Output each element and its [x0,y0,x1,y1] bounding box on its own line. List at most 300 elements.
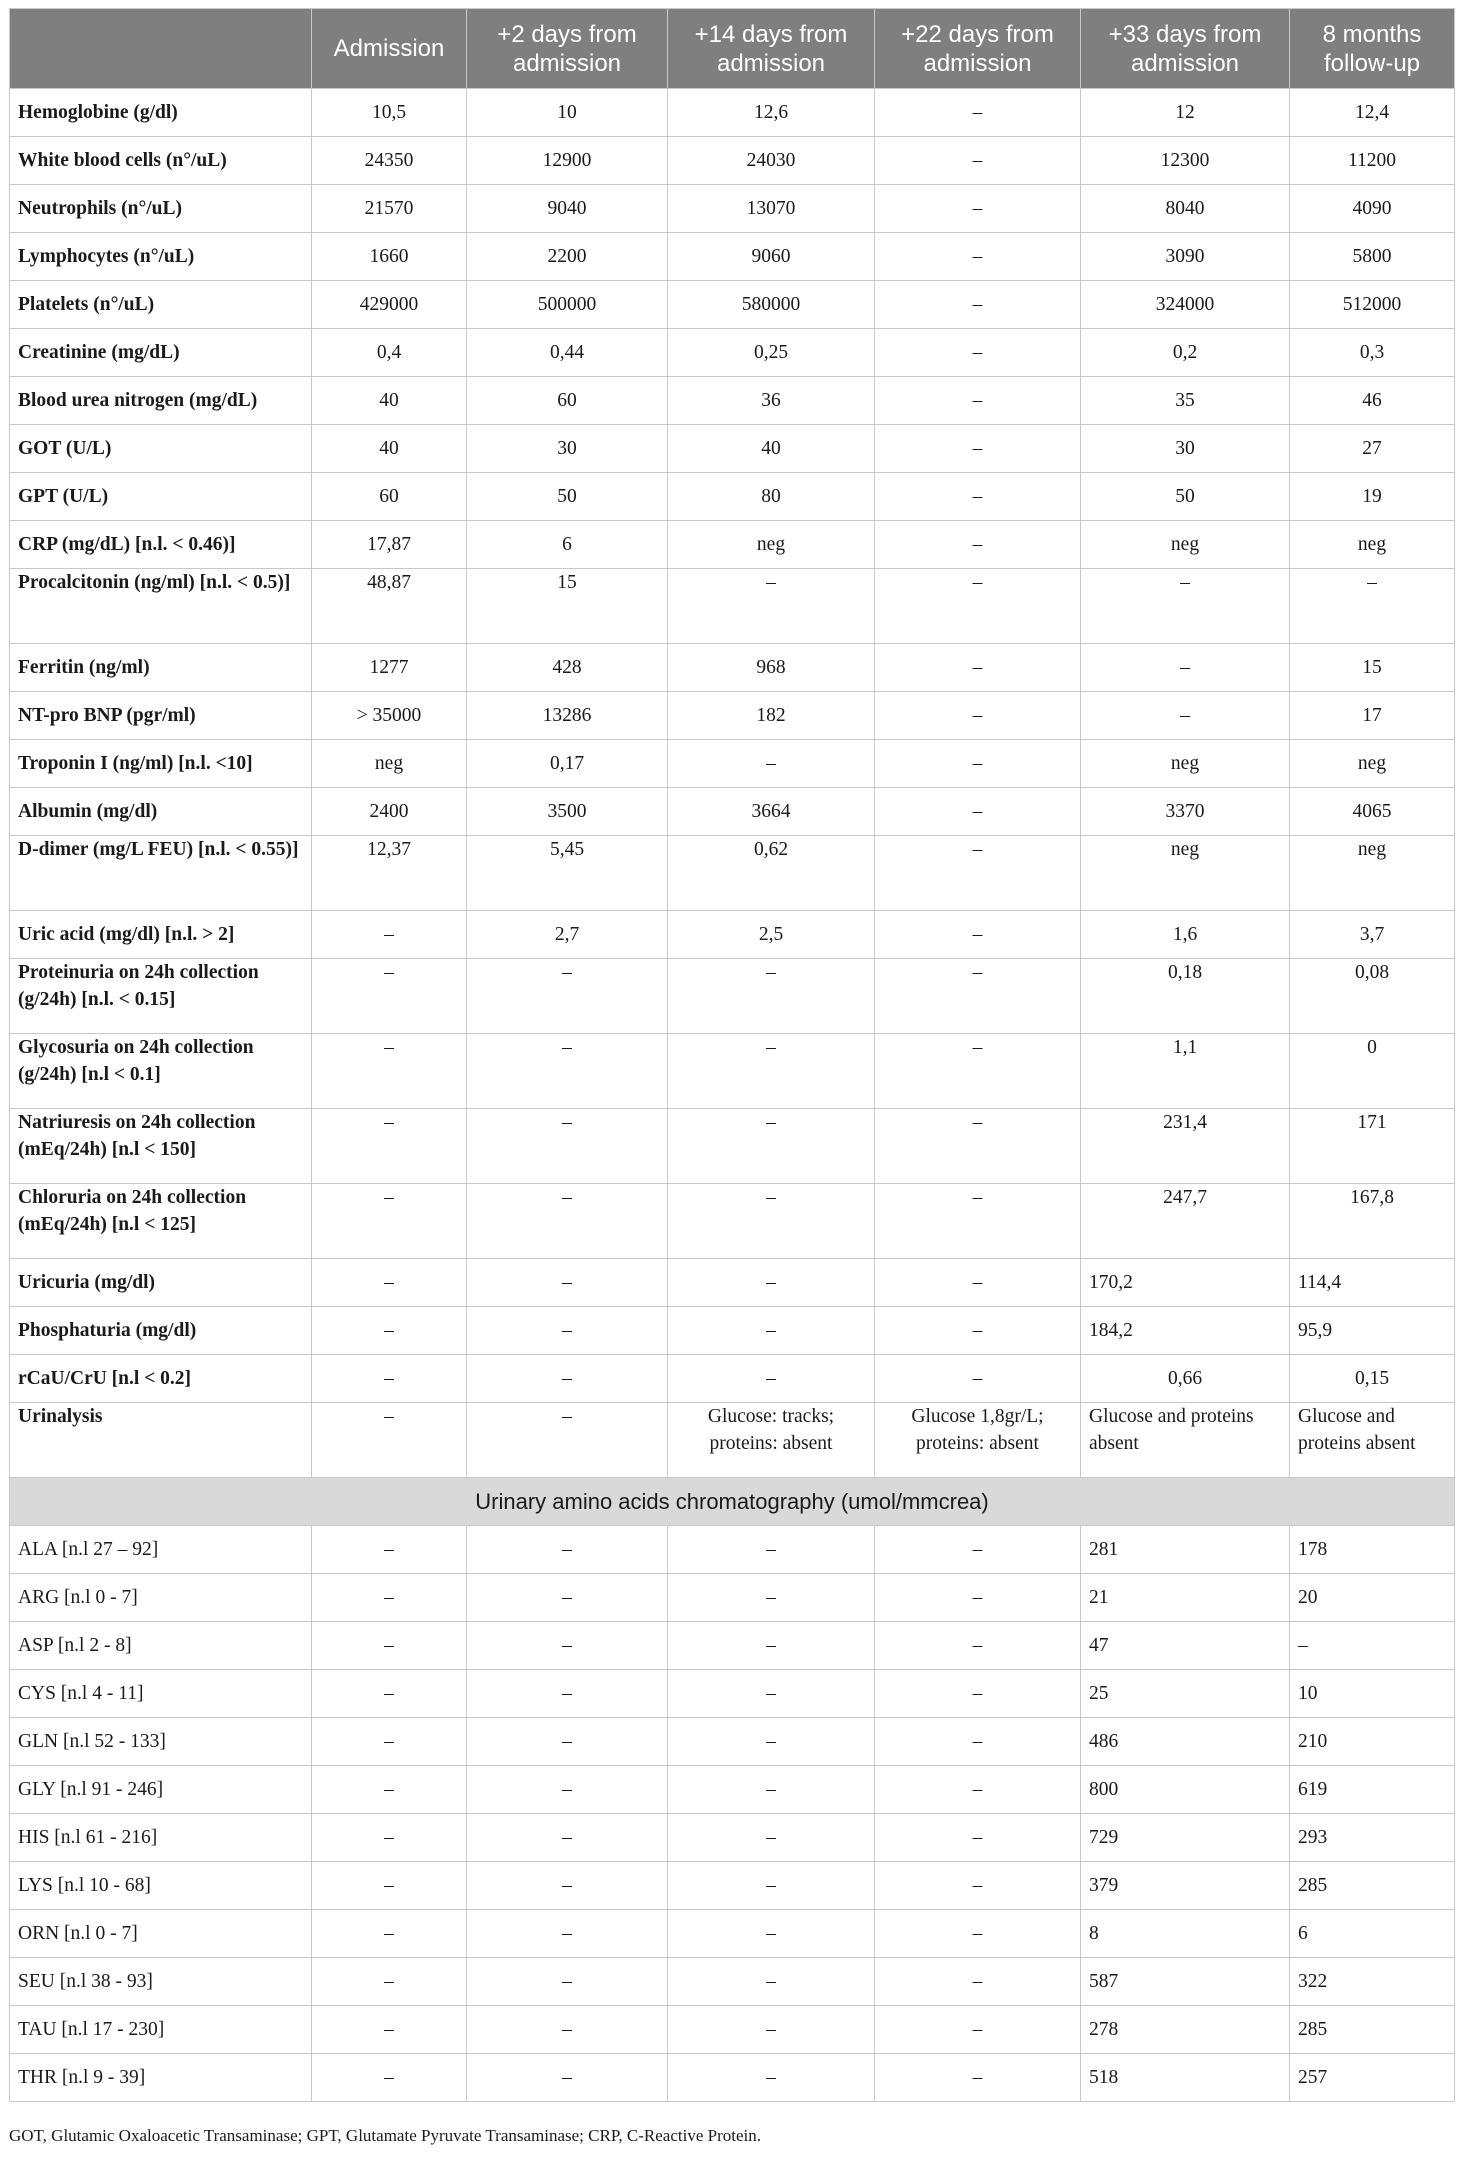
value-cell: neg [1081,836,1290,911]
value-cell: 1660 [312,233,467,281]
value-cell: 48,87 [312,569,467,644]
table-row [10,1184,1455,1259]
row-label: LYS [n.l 10 - 68] [10,1862,312,1910]
table-row [10,740,1455,788]
row-label: White blood cells (n°/uL) [10,137,312,185]
value-cell: 27 [1290,425,1455,473]
value-cell: – [312,1718,467,1766]
value-cell: – [668,1814,875,1862]
value-cell: 0,15 [1290,1355,1455,1403]
value-cell: 0,62 [668,836,875,911]
value-cell: 429000 [312,281,467,329]
value-cell: 35 [1081,377,1290,425]
row-label: Hemoglobine (g/dl) [10,89,312,137]
value-cell: 486 [1081,1718,1290,1766]
value-cell: – [875,1526,1081,1574]
amino-acid-row [10,1814,1455,1862]
value-cell: 114,4 [1290,1259,1455,1307]
value-cell: – [312,1355,467,1403]
value-cell: 3,7 [1290,911,1455,959]
value-cell: 40 [312,425,467,473]
value-cell: – [1081,569,1290,644]
amino-acid-row [10,1862,1455,1910]
value-cell: – [875,137,1081,185]
value-cell: 40 [668,425,875,473]
value-cell: – [875,329,1081,377]
value-cell: – [875,185,1081,233]
row-label: Blood urea nitrogen (mg/dL) [10,377,312,425]
value-cell: 24030 [668,137,875,185]
header-cell-day-22: +22 days from admission [875,9,1081,89]
table-row [10,137,1455,185]
header-cell-blank [10,9,312,89]
value-cell: 1277 [312,644,467,692]
value-cell: 6 [467,521,668,569]
table-row [10,1403,1455,1478]
value-cell: – [875,473,1081,521]
table-row [10,1259,1455,1307]
value-cell: – [312,1184,467,1259]
amino-acid-row [10,1766,1455,1814]
value-cell: – [875,281,1081,329]
value-cell: – [467,1814,668,1862]
value-cell: 13286 [467,692,668,740]
value-cell: – [668,2006,875,2054]
amino-acid-row [10,1574,1455,1622]
amino-acid-row [10,1526,1455,1574]
value-cell: 170,2 [1081,1259,1290,1307]
value-cell: – [875,1184,1081,1259]
value-cell: – [467,1958,668,2006]
value-cell: 30 [1081,425,1290,473]
value-cell: – [467,1910,668,1958]
value-cell: 95,9 [1290,1307,1455,1355]
row-label: Ferritin (ng/ml) [10,644,312,692]
value-cell: – [875,740,1081,788]
row-label: Phosphaturia (mg/dl) [10,1307,312,1355]
value-cell: 281 [1081,1526,1290,1574]
value-cell: – [668,569,875,644]
value-cell: neg [1081,740,1290,788]
value-cell: – [312,1259,467,1307]
value-cell: 0 [1290,1034,1455,1109]
value-cell: – [668,740,875,788]
value-cell: 800 [1081,1766,1290,1814]
row-label: Uricuria (mg/dl) [10,1259,312,1307]
value-cell: 322 [1290,1958,1455,2006]
value-cell: – [467,1526,668,1574]
value-cell: – [875,1574,1081,1622]
row-label: CRP (mg/dL) [n.l. < 0.46)] [10,521,312,569]
value-cell: – [875,788,1081,836]
value-cell: > 35000 [312,692,467,740]
value-cell: – [467,1109,668,1184]
value-cell: 8040 [1081,185,1290,233]
value-cell: 0,3 [1290,329,1455,377]
value-cell: – [1290,1622,1455,1670]
table-row [10,1355,1455,1403]
table-row [10,89,1455,137]
value-cell: – [467,1184,668,1259]
value-cell: – [312,1307,467,1355]
value-cell: Glucose and proteins absent [1290,1403,1455,1478]
row-label: Troponin I (ng/ml) [n.l. <10] [10,740,312,788]
value-cell: – [875,911,1081,959]
section-row [10,1478,1455,1526]
value-cell: – [875,1766,1081,1814]
value-cell: 13070 [668,185,875,233]
value-cell: 9040 [467,185,668,233]
value-cell: – [312,959,467,1034]
value-cell: – [467,2006,668,2054]
value-cell: 3090 [1081,233,1290,281]
header-cell-8-months: 8 months follow-up [1290,9,1455,89]
value-cell: – [668,1034,875,1109]
value-cell: – [875,959,1081,1034]
table-row [10,692,1455,740]
value-cell: neg [1290,740,1455,788]
value-cell: 17,87 [312,521,467,569]
row-label: Albumin (mg/dl) [10,788,312,836]
value-cell: 379 [1081,1862,1290,1910]
value-cell: neg [312,740,467,788]
value-cell: 17 [1290,692,1455,740]
value-cell: – [467,1766,668,1814]
value-cell: – [467,2054,668,2102]
value-cell: 15 [467,569,668,644]
value-cell: – [668,959,875,1034]
header-cell-day-33: +33 days from admission [1081,9,1290,89]
value-cell: 24350 [312,137,467,185]
value-cell: 12900 [467,137,668,185]
table-row [10,836,1455,911]
value-cell: 587 [1081,1958,1290,2006]
value-cell: – [312,1670,467,1718]
value-cell: – [312,1958,467,2006]
row-label: SEU [n.l 38 - 93] [10,1958,312,2006]
table-row [10,959,1455,1034]
value-cell: – [668,1622,875,1670]
table-row [10,911,1455,959]
value-cell: 12 [1081,89,1290,137]
value-cell: 285 [1290,1862,1455,1910]
value-cell: 619 [1290,1766,1455,1814]
amino-acid-row [10,2006,1455,2054]
table-row [10,425,1455,473]
table-row [10,377,1455,425]
section-title: Urinary amino acids chromatography (umol/mmcrea) [10,1478,1455,1526]
value-cell: Glucose and proteins absent [1081,1403,1290,1478]
value-cell: – [875,1814,1081,1862]
value-cell: – [668,1718,875,1766]
value-cell: – [467,1034,668,1109]
value-cell: – [467,1862,668,1910]
value-cell: 20 [1290,1574,1455,1622]
value-cell: – [1081,692,1290,740]
value-cell: 1,6 [1081,911,1290,959]
value-cell: – [875,89,1081,137]
row-label: GLN [n.l 52 - 133] [10,1718,312,1766]
row-label: D-dimer (mg/L FEU) [n.l. < 0.55)] [10,836,312,911]
value-cell: – [312,911,467,959]
value-cell: neg [1290,836,1455,911]
value-cell: – [312,1403,467,1478]
value-cell: 10,5 [312,89,467,137]
value-cell: – [875,1259,1081,1307]
value-cell: 3500 [467,788,668,836]
value-cell: 257 [1290,2054,1455,2102]
value-cell: – [668,1670,875,1718]
value-cell: 2200 [467,233,668,281]
value-cell: – [312,1910,467,1958]
table-row [10,473,1455,521]
value-cell: 293 [1290,1814,1455,1862]
header-cell-day-2: +2 days from admission [467,9,668,89]
row-label: THR [n.l 9 - 39] [10,2054,312,2102]
value-cell: – [467,1307,668,1355]
value-cell: – [875,1862,1081,1910]
value-cell: – [312,1814,467,1862]
value-cell: 178 [1290,1526,1455,1574]
row-label: ARG [n.l 0 - 7] [10,1574,312,1622]
row-label: rCaU/CrU [n.l < 0.2] [10,1355,312,1403]
value-cell: neg [1081,521,1290,569]
value-cell: neg [668,521,875,569]
value-cell: – [467,1574,668,1622]
value-cell: 729 [1081,1814,1290,1862]
value-cell: 21 [1081,1574,1290,1622]
row-label: GPT (U/L) [10,473,312,521]
value-cell: 231,4 [1081,1109,1290,1184]
value-cell: 2400 [312,788,467,836]
value-cell: – [1081,644,1290,692]
value-cell: – [312,1622,467,1670]
value-cell: – [668,1307,875,1355]
lab-values-table [9,8,1455,2102]
value-cell: 50 [1081,473,1290,521]
row-label: Uric acid (mg/dl) [n.l. > 2] [10,911,312,959]
value-cell: – [312,1574,467,1622]
value-cell: – [668,1862,875,1910]
value-cell: – [875,1718,1081,1766]
value-cell: 518 [1081,2054,1290,2102]
value-cell: 167,8 [1290,1184,1455,1259]
table-row [10,281,1455,329]
value-cell: 1,1 [1081,1034,1290,1109]
value-cell: 184,2 [1081,1307,1290,1355]
value-cell: 210 [1290,1718,1455,1766]
value-cell: – [875,2054,1081,2102]
value-cell: 512000 [1290,281,1455,329]
value-cell: – [467,1670,668,1718]
value-cell: 10 [1290,1670,1455,1718]
value-cell: 580000 [668,281,875,329]
value-cell: – [875,1109,1081,1184]
value-cell: 0,4 [312,329,467,377]
value-cell: neg [1290,521,1455,569]
table-row [10,569,1455,644]
value-cell: 36 [668,377,875,425]
table-row [10,1109,1455,1184]
value-cell: 0,17 [467,740,668,788]
value-cell: – [875,1958,1081,2006]
value-cell: – [668,2054,875,2102]
value-cell: – [875,1307,1081,1355]
value-cell: 500000 [467,281,668,329]
value-cell: 12,4 [1290,89,1455,137]
table-row [10,1307,1455,1355]
value-cell: – [668,1526,875,1574]
value-cell: 10 [467,89,668,137]
value-cell: 428 [467,644,668,692]
value-cell: 30 [467,425,668,473]
value-cell: 0,25 [668,329,875,377]
value-cell: 247,7 [1081,1184,1290,1259]
value-cell: 80 [668,473,875,521]
row-label: Neutrophils (n°/uL) [10,185,312,233]
header-cell-day-14: +14 days from admission [668,9,875,89]
value-cell: 4090 [1290,185,1455,233]
value-cell: 324000 [1081,281,1290,329]
value-cell: – [875,521,1081,569]
value-cell: 171 [1290,1109,1455,1184]
amino-acid-row [10,1910,1455,1958]
row-label: GLY [n.l 91 - 246] [10,1766,312,1814]
row-label: Proteinuria on 24h collection (g/24h) [n.l. < 0.15] [10,959,312,1034]
value-cell: 15 [1290,644,1455,692]
value-cell: – [467,1622,668,1670]
value-cell: 47 [1081,1622,1290,1670]
amino-acid-row [10,1958,1455,2006]
value-cell: – [668,1958,875,2006]
value-cell: 12,37 [312,836,467,911]
value-cell: 46 [1290,377,1455,425]
value-cell: – [312,2006,467,2054]
value-cell: – [668,1259,875,1307]
table-footnote: GOT, Glutamic Oxaloacetic Transaminase; GPT, Glutamate Pyruvate Transaminase; CRP, C-Reactive Protein. [9,2126,761,2145]
row-label: ORN [n.l 0 - 7] [10,1910,312,1958]
value-cell: 12300 [1081,137,1290,185]
value-cell: 0,18 [1081,959,1290,1034]
value-cell: – [467,1355,668,1403]
value-cell: – [312,1109,467,1184]
value-cell: – [668,1766,875,1814]
value-cell: 285 [1290,2006,1455,2054]
table-row [10,1034,1455,1109]
value-cell: – [875,1355,1081,1403]
value-cell: – [668,1109,875,1184]
value-cell: 25 [1081,1670,1290,1718]
value-cell: Glucose: tracks; proteins: absent [668,1403,875,1478]
value-cell: 6 [1290,1910,1455,1958]
value-cell: – [875,1910,1081,1958]
value-cell: 0,66 [1081,1355,1290,1403]
value-cell: – [875,233,1081,281]
value-cell: – [312,2054,467,2102]
value-cell: 5,45 [467,836,668,911]
value-cell: – [467,1718,668,1766]
value-cell: – [875,2006,1081,2054]
row-label: Urinalysis [10,1403,312,1478]
value-cell: 11200 [1290,137,1455,185]
value-cell: – [668,1355,875,1403]
value-cell: – [668,1910,875,1958]
value-cell: 12,6 [668,89,875,137]
row-label: Chloruria on 24h collection (mEq/24h) [n.l < 125] [10,1184,312,1259]
row-label: Natriuresis on 24h collection (mEq/24h) [n.l < 150] [10,1109,312,1184]
value-cell: – [1290,569,1455,644]
value-cell: – [668,1184,875,1259]
value-cell: 50 [467,473,668,521]
value-cell: 19 [1290,473,1455,521]
value-cell: 21570 [312,185,467,233]
value-cell: 0,08 [1290,959,1455,1034]
value-cell: 0,2 [1081,329,1290,377]
table-row [10,233,1455,281]
row-label: NT-pro BNP (pgr/ml) [10,692,312,740]
table-row [10,329,1455,377]
value-cell: 2,5 [668,911,875,959]
row-label: Procalcitonin (ng/ml) [n.l. < 0.5)] [10,569,312,644]
row-label: HIS [n.l 61 - 216] [10,1814,312,1862]
header-cell-admission: Admission [312,9,467,89]
value-cell: Glucose 1,8gr/L; proteins: absent [875,1403,1081,1478]
row-label: GOT (U/L) [10,425,312,473]
value-cell: – [875,425,1081,473]
value-cell: – [312,1526,467,1574]
value-cell: 5800 [1290,233,1455,281]
value-cell: – [875,644,1081,692]
row-label: Lymphocytes (n°/uL) [10,233,312,281]
value-cell: 968 [668,644,875,692]
value-cell: 182 [668,692,875,740]
value-cell: – [875,692,1081,740]
table-row [10,521,1455,569]
value-cell: – [875,377,1081,425]
value-cell: 9060 [668,233,875,281]
value-cell: 8 [1081,1910,1290,1958]
value-cell: 60 [467,377,668,425]
value-cell: – [312,1034,467,1109]
value-cell: 2,7 [467,911,668,959]
header-row [10,9,1455,89]
row-label: Creatinine (mg/dL) [10,329,312,377]
value-cell: 40 [312,377,467,425]
table-row [10,185,1455,233]
value-cell: 0,44 [467,329,668,377]
value-cell: – [875,836,1081,911]
amino-acid-row [10,1670,1455,1718]
value-cell: – [467,1259,668,1307]
amino-acid-row [10,1622,1455,1670]
value-cell: 60 [312,473,467,521]
value-cell: – [875,1034,1081,1109]
value-cell: – [875,1622,1081,1670]
row-label: Platelets (n°/uL) [10,281,312,329]
row-label: Glycosuria on 24h collection (g/24h) [n.l < 0.1] [10,1034,312,1109]
value-cell: – [875,1670,1081,1718]
amino-acid-row [10,1718,1455,1766]
table-row [10,644,1455,692]
row-label: TAU [n.l 17 - 230] [10,2006,312,2054]
value-cell: – [312,1766,467,1814]
amino-acid-row [10,2054,1455,2102]
value-cell: 3664 [668,788,875,836]
value-cell: – [312,1862,467,1910]
table-row [10,788,1455,836]
row-label: CYS [n.l 4 - 11] [10,1670,312,1718]
value-cell: 4065 [1290,788,1455,836]
